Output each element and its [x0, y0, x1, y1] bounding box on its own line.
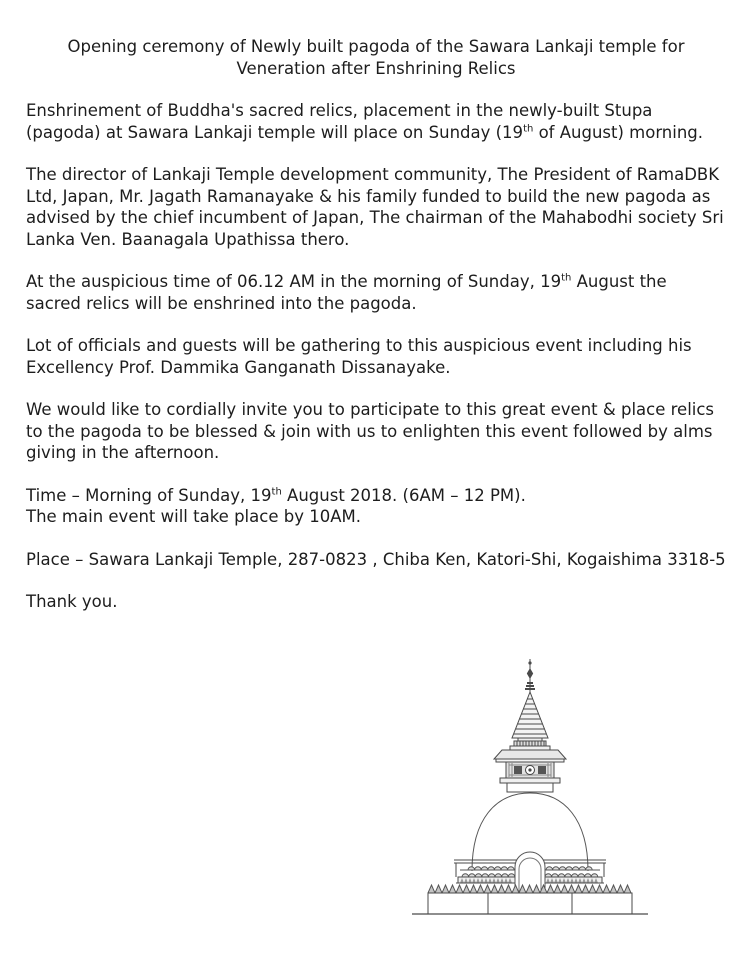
paragraph-invitation [26, 399, 726, 464]
paragraph-text: Time – Morning of Sunday, 19 [26, 485, 272, 505]
paragraph-auspicious-time [26, 271, 726, 314]
paragraph-text: Place – Sawara Lankaji Temple, 287-0823 , Chiba Ken, Katori-Shi, Kogaishima 3318-5 [26, 549, 726, 569]
paragraph-text: Lot of officials and guests will be gathering to this auspicious event including his Excellency Prof. Dammika Ganganath Dissanayake. [26, 336, 692, 377]
closing-thank-you: Thank you. [26, 592, 118, 611]
paragraph-text: August 2018. (6AM – 12 PM). [281, 485, 526, 505]
paragraph-place [26, 549, 726, 571]
stupa-harmika-box [500, 762, 560, 792]
ordinal-superscript: th [523, 123, 534, 134]
document-title [26, 36, 726, 79]
paragraph-enshrinement [26, 100, 726, 143]
stupa-base-platform [428, 893, 632, 914]
paragraph-text: We would like to cordially invite you to participate to this great event & place relics to the pagoda to be blessed & join with us to enlighten this event followed by alms giving in the afternoon. [26, 400, 715, 462]
stupa-collar-rings [510, 738, 550, 750]
stupa-illustration [410, 653, 650, 917]
paragraph-officials [26, 335, 726, 378]
paragraph-time [26, 485, 726, 528]
stupa-merlon-band [428, 885, 632, 893]
document-content [26, 36, 726, 634]
stupa-finial [525, 659, 535, 693]
title-line-1: Opening ceremony of Newly built pagoda of the Sawara Lankaji temple for [67, 37, 685, 56]
paragraph-text: The main event will take place by 10AM. [26, 507, 361, 526]
paragraph-text: At the auspicious time of 06.12 AM in the morning of Sunday, 19 [26, 272, 562, 291]
paragraph-text: of August) morning. [533, 122, 704, 142]
paragraph-text: August the sacred relics will be enshrined into the pagoda. [26, 272, 667, 313]
stupa-cone-spire [512, 692, 548, 738]
ordinal-superscript: th [561, 272, 572, 284]
title-line-2: Veneration after Enshrining Relics [236, 58, 516, 78]
paragraph-director [26, 164, 726, 250]
paragraph-text: The director of Lankaji Temple development community, The President of RamaDBK Ltd, Japan, Mr. Jagath Ramanayake & his family funded to build the new pagoda as advised by the chief incumbent of Japan, The chairman of the Mahabodhi society Sri Lanka Ven. Baanagala Upathissa thero. [26, 165, 724, 249]
stupa-cornice-roof [494, 750, 566, 762]
paragraph-text: Enshrinement of Buddha's sacred relics, placement in the newly-built Stupa (pagoda) at Sawara Lankaji temple will place on Sunday (19 [26, 101, 653, 142]
ordinal-superscript: th [271, 486, 282, 497]
